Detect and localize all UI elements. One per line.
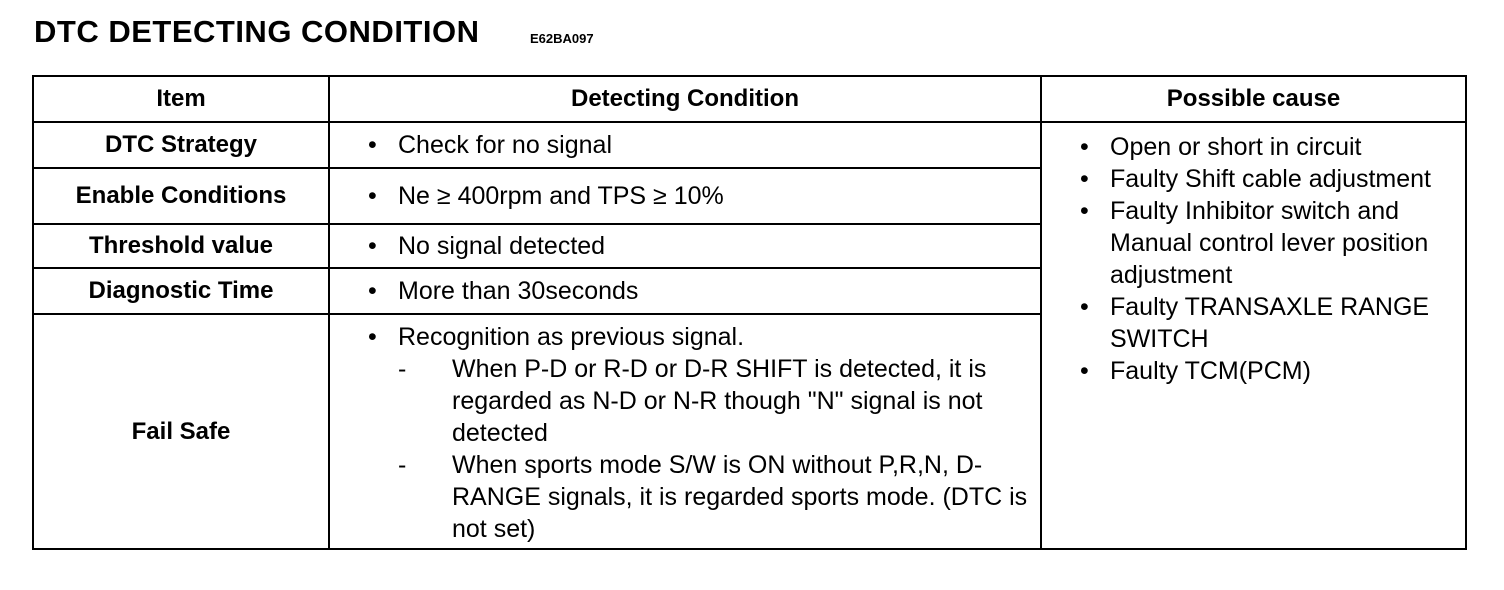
row-condition — [329, 168, 1041, 224]
row-item-diagnostic-time: Diagnostic Time — [33, 268, 329, 314]
cause-text: Faulty Inhibitor switch and Manual control lever position adjustment — [1110, 197, 1429, 289]
bullet: • — [1080, 165, 1089, 193]
sub-item-text: When sports mode S/W is ON without P,R,N, D-RANGE signals, it is regarded sports mode. (DTC is not set) — [452, 450, 1028, 543]
header-condition: Detecting Condition — [329, 76, 1041, 122]
dtc-table — [32, 75, 1467, 550]
fail-safe-sub-item — [398, 449, 1040, 545]
dash: - — [398, 450, 407, 479]
condition-text: Check for no signal — [398, 130, 613, 159]
sub-item-text: When P-D or R-D or D-R SHIFT is detected, it is regarded as N-D or N-R though "N" signal is not detected — [452, 354, 987, 447]
row-condition — [329, 224, 1041, 268]
condition-text: Ne ≥ 400rpm and TPS ≥ 10% — [398, 181, 724, 210]
cause-text: Faulty Shift cable adjustment — [1110, 165, 1431, 193]
bullet: • — [1080, 133, 1089, 161]
row-condition — [329, 268, 1041, 314]
condition-text: Recognition as previous signal. — [398, 322, 745, 351]
row-item-dtc-strategy: DTC Strategy — [33, 122, 329, 168]
document-code: E62BA097 — [530, 31, 594, 46]
cause-item — [1080, 291, 1459, 355]
row-item-enable-conditions: Enable Conditions — [33, 168, 329, 224]
bullet: • — [368, 276, 377, 305]
condition-text: No signal detected — [398, 231, 606, 260]
cause-text: Faulty TRANSAXLE RANGE SWITCH — [1110, 293, 1430, 353]
cause-item — [1080, 195, 1459, 291]
bullet: • — [368, 181, 377, 210]
bullet: • — [1080, 197, 1089, 225]
row-condition — [329, 122, 1041, 168]
header-item: Item — [33, 76, 329, 122]
condition-text: More than 30seconds — [398, 276, 639, 305]
table-row — [33, 122, 1466, 168]
page-title: DTC DETECTING CONDITION — [34, 14, 480, 49]
bullet: • — [368, 130, 377, 159]
row-condition — [329, 314, 1041, 549]
header-row — [33, 76, 1466, 122]
fail-safe-main — [368, 321, 1040, 353]
cause-item — [1080, 131, 1459, 163]
header-cause: Possible cause — [1041, 76, 1466, 122]
fail-safe-block — [368, 319, 1040, 545]
cause-text: Open or short in circuit — [1110, 133, 1362, 161]
bullet: • — [1080, 293, 1089, 321]
row-item-threshold-value: Threshold value — [33, 224, 329, 268]
possible-cause-cell — [1041, 122, 1466, 549]
bullet: • — [368, 231, 377, 260]
cause-item — [1080, 355, 1459, 387]
dash: - — [398, 354, 407, 383]
cause-item — [1080, 163, 1459, 195]
row-item-fail-safe: Fail Safe — [33, 314, 329, 549]
cause-text: Faulty TCM(PCM) — [1110, 357, 1311, 385]
bullet: • — [1080, 357, 1089, 385]
bullet: • — [368, 322, 377, 351]
fail-safe-sub-item — [398, 353, 1040, 449]
